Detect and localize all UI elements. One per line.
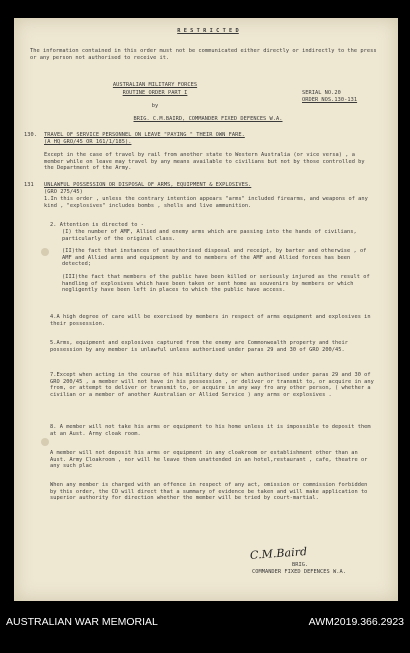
order-numbers: ORDER NOS.130-131 (302, 97, 358, 103)
paragraph-2-i: (I) the number of AMF, Allied and enemy arms which are passing into the hands of civilians, particularly of the original class. (62, 229, 357, 242)
paragraph-2-iii: (III)the fact that members of the public have been killed or seriously injured as the result of handling of explosives which have been taken or sent home as souvenirs by members or which negligently have been left in places to which the public have access. (62, 274, 370, 294)
force-title: AUSTRALIAN MILITARY FORCES (112, 82, 198, 88)
order-title: ROUTINE ORDER PART I (122, 90, 188, 96)
paragraph-9: A member will not deposit his arms or equipment in any cloakroom or establishment other than an Aust. Army Cloakroom , nor will he leave them unattended in an hotel,restaurant , cafe, theatre or any such plac (50, 450, 368, 470)
restricted-heading: R E S T R I C T E D (177, 28, 239, 34)
confidentiality-notice: The information contained in this order must not be communicated either directly or indirectly to the press or any person not authorised to receive it. (30, 48, 377, 61)
paragraph-8: 8. A member will not take his arms or equipment to his home unless it is impossible to deposit them at an Aust. Army cloak room. (50, 424, 371, 437)
paragraph-2-ii: (II)the fact that instances of unauthorised disposal and receipt, by barter and otherwise , of AMF and Allied arms and equipment by and to members of the AMF and Allied forces has been detected; (62, 248, 367, 268)
paragraph-1: 1.In this order , unless the contrary intention appears "arms" included firearms, and weapons of any kind , "explosives" includes bombs , shells and live ammunition. (44, 196, 368, 209)
signature-rank: BRIG. (292, 562, 309, 568)
signature-title: COMMANDER FIXED DEFENCES W.A. (252, 569, 346, 575)
paragraph-7: 7.Except when acting in the course of his military duty or when authorised under paras 29 and 30 of GRO 200/45 , a member will not have in his possession , or deliver or transmit to, or acquire in any from, or attempt to deliver or transmit to, or acquire in any way fro any other person, ( whether a civilian or a member of another Australian or Allied Service ) any arms or explosives . (50, 372, 374, 398)
handwritten-signature: C.M.Baird (249, 545, 308, 562)
archive-name: AUSTRALIAN WAR MEMORIAL (6, 616, 158, 628)
order-reference: (A HQ GRO/45 OR 161/1/185). (44, 139, 132, 145)
archive-footer (0, 606, 410, 653)
punch-hole-top (41, 248, 49, 256)
archive-reference: AWM2019.366.2923 (308, 616, 404, 628)
paragraph-2-intro: 2. Attention is directed to - (50, 222, 144, 228)
order-body: Except in the case of travel by rail from another state to Western Australia (or vice versa) , a member while on leave may travel by any means available to civilians but not by those controlled by the Department of the Army. (44, 152, 365, 172)
order-number: 130. (24, 132, 37, 138)
paragraph-10: When any member is charged with an offence in respect of any act, omission or commission forbidden by this order, the CO will direct that a summary of evidence be taken and will make application to superior authority for direction whether the member will be tried by court-martial. (50, 482, 368, 502)
order-number: 131 (24, 182, 34, 188)
order-heading: TRAVEL OF SERVICE PERSONNEL ON LEAVE "PAYING " THEIR OWN FARE. (44, 132, 245, 138)
order-heading: UNLAWFUL POSSESSION OR DISPOSAL OF ARMS, EQUIPMENT & EXPLOSIVES. (44, 182, 252, 188)
punch-hole-bottom (41, 438, 49, 446)
serial-number: SERIAL NO.20 (302, 90, 341, 96)
by-label: by (151, 103, 159, 109)
paragraph-4: 4.A high degree of care will be exercised by members in respect of arms equipment and explosives in their possession. (50, 314, 371, 327)
order-reference: (GRO 275/45) (44, 189, 83, 195)
order-author: BRIG. C.M.BAIRD, COMMANDER FIXED DEFENCES W.A. (133, 116, 283, 122)
paragraph-5: 5.Arms, equipment and explosives captured from the enemy are Commonwealth property and their possession by any member is unlawful unless authorised under paras 29 and 30 of GRO 200/45. (50, 340, 348, 353)
